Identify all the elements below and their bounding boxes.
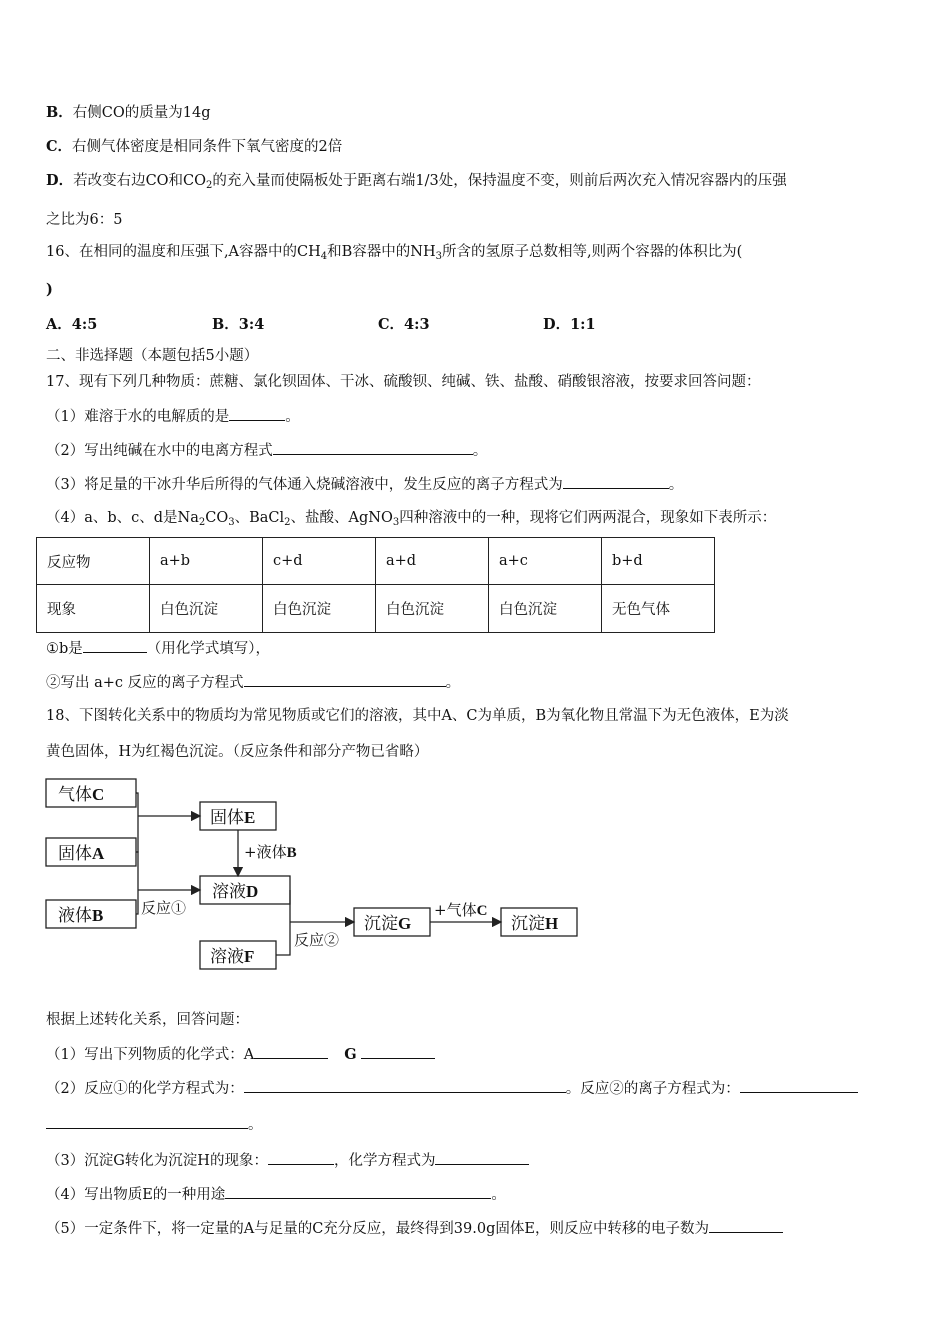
table-row bbox=[37, 538, 715, 585]
label-reaction-1: 反应① bbox=[141, 899, 187, 917]
answer-blank[interactable] bbox=[244, 1078, 566, 1093]
label-plus-gas-c: +气体C bbox=[434, 901, 488, 919]
answer-blank[interactable] bbox=[83, 638, 147, 653]
answer-blank[interactable] bbox=[229, 406, 285, 421]
answer-blank[interactable] bbox=[740, 1078, 858, 1093]
q18-intro: 根据上述转化关系，回答问题： bbox=[46, 1012, 249, 1028]
label-plus-liquid-b: +液体B bbox=[244, 843, 297, 861]
label-solution-f: 溶液F bbox=[210, 947, 255, 967]
answer-blank[interactable] bbox=[435, 1150, 529, 1165]
q15-option-d-cont: 之比为6：5 bbox=[46, 212, 123, 228]
table-cell: b+d bbox=[602, 538, 715, 585]
answer-blank[interactable] bbox=[46, 1114, 248, 1129]
table-cell: 白色沉淀 bbox=[489, 585, 602, 633]
q17-part-1: （1）难溶于水的电解质的是 。 bbox=[46, 406, 300, 427]
q18-part-4: （4）写出物质E的一种用途 。 bbox=[46, 1184, 506, 1205]
q18-part-5: （5）一定条件下，将一定量的A与足量的C充分反应，最终得到39.0g固体E，则反应中转移的电子数为 bbox=[46, 1218, 783, 1239]
table-cell: 反应物 bbox=[37, 538, 150, 585]
q16-option-b: B．3:4 bbox=[212, 316, 265, 333]
q16-stem: 16、在相同的温度和压强下,A容器中的$CH_4$和B容器中的$NH_3$所含的氢原子总数相等,则两个容器的体积比为( bbox=[46, 244, 743, 262]
answer-blank[interactable] bbox=[273, 440, 473, 455]
label-precipitate-h: 沉淀H bbox=[511, 914, 559, 934]
label-solid-a: 固体A bbox=[58, 844, 105, 864]
answer-blank[interactable] bbox=[268, 1150, 334, 1165]
q17-sub-2: ②写出 a+c 反应的离子方程式 。 bbox=[46, 672, 460, 693]
label-precipitate-g: 沉淀G bbox=[364, 914, 412, 934]
q16-option-d: D．1:1 bbox=[543, 316, 596, 333]
label-solid-e: 固体E bbox=[210, 808, 256, 828]
answer-blank[interactable] bbox=[563, 474, 669, 489]
label-solution-d: 溶液D bbox=[212, 882, 259, 902]
q16-option-c: C．4:3 bbox=[378, 316, 430, 333]
q15-option-c: C．右侧气体密度是相同条件下氧气密度的2倍 bbox=[46, 138, 343, 155]
q17-part-2: （2）写出纯碱在水中的电离方程式 。 bbox=[46, 440, 487, 461]
q16-option-a: A．4:5 bbox=[46, 316, 98, 333]
q18-stem-line2: 黄色固体，H为红褐色沉淀。（反应条件和部分产物已省略） bbox=[46, 744, 429, 760]
table-cell: c+d bbox=[263, 538, 376, 585]
section-title: 二、非选择题（本题包括5小题） bbox=[46, 348, 259, 364]
table-cell: a+c bbox=[489, 538, 602, 585]
q18-part-3: （3）沉淀G转化为沉淀H的现象： ，化学方程式为 bbox=[46, 1150, 529, 1171]
q18-part-2: （2）反应①的化学方程式为： 。反应②的离子方程式为： bbox=[46, 1078, 858, 1099]
q16-stem-end: ) bbox=[46, 281, 53, 298]
answer-blank[interactable] bbox=[244, 672, 446, 687]
answer-blank[interactable] bbox=[709, 1218, 783, 1233]
q17-stem: 17、现有下列几种物质：蔗糖、氯化钡固体、干冰、硫酸钡、纯碱、铁、盐酸、硝酸银溶液，按要求回答问题： bbox=[46, 374, 761, 390]
label-liquid-b: 液体B bbox=[58, 906, 104, 926]
q17-part-3: （3）将足量的干冰升华后所得的气体通入烧碱溶液中，发生反应的离子方程式为 。 bbox=[46, 474, 683, 495]
table-cell: 无色气体 bbox=[602, 585, 715, 633]
table-cell: 白色沉淀 bbox=[376, 585, 489, 633]
table-row bbox=[37, 585, 715, 633]
table-cell: 白色沉淀 bbox=[263, 585, 376, 633]
q17-sub-1: ①b是 （用化学式填写）， bbox=[46, 638, 270, 659]
q15-option-d: D．若改变右边CO和$CO_2$的充入量而使隔板处于距离右端1/3处，保持温度不变，则前后两次充入情况容器内的压强 bbox=[46, 172, 787, 191]
q17-part-4: （4）a、b、c、d是$Na_2CO_3$、BaCl$_2$、盐酸、AgNO$_3$四种溶液中的一种，现将它们两两混合，现象如下表所示： bbox=[46, 510, 777, 528]
q18-part-1: （1）写出下列物质的化学式：A G bbox=[46, 1044, 435, 1065]
label-reaction-2: 反应② bbox=[294, 931, 340, 949]
table-cell: a+b bbox=[150, 538, 263, 585]
answer-blank[interactable] bbox=[254, 1044, 328, 1059]
q15-option-b: B．右侧CO的质量为14g bbox=[46, 104, 211, 121]
table-cell: 白色沉淀 bbox=[150, 585, 263, 633]
label-gas-c: 气体C bbox=[58, 785, 105, 805]
q18-stem-line1: 18、下图转化关系中的物质均为常见物质或它们的溶液，其中A、C为单质，B为氧化物且常温下为无色液体，E为淡 bbox=[46, 708, 789, 724]
conversion-diagram bbox=[40, 772, 600, 972]
answer-blank[interactable] bbox=[225, 1184, 491, 1199]
answer-blank[interactable] bbox=[361, 1044, 435, 1059]
table-cell: 现象 bbox=[37, 585, 150, 633]
reaction-table bbox=[36, 537, 715, 633]
connector-c-to-e bbox=[136, 793, 200, 852]
table-cell: a+d bbox=[376, 538, 489, 585]
q18-part-2-cont: 。 bbox=[46, 1114, 263, 1135]
